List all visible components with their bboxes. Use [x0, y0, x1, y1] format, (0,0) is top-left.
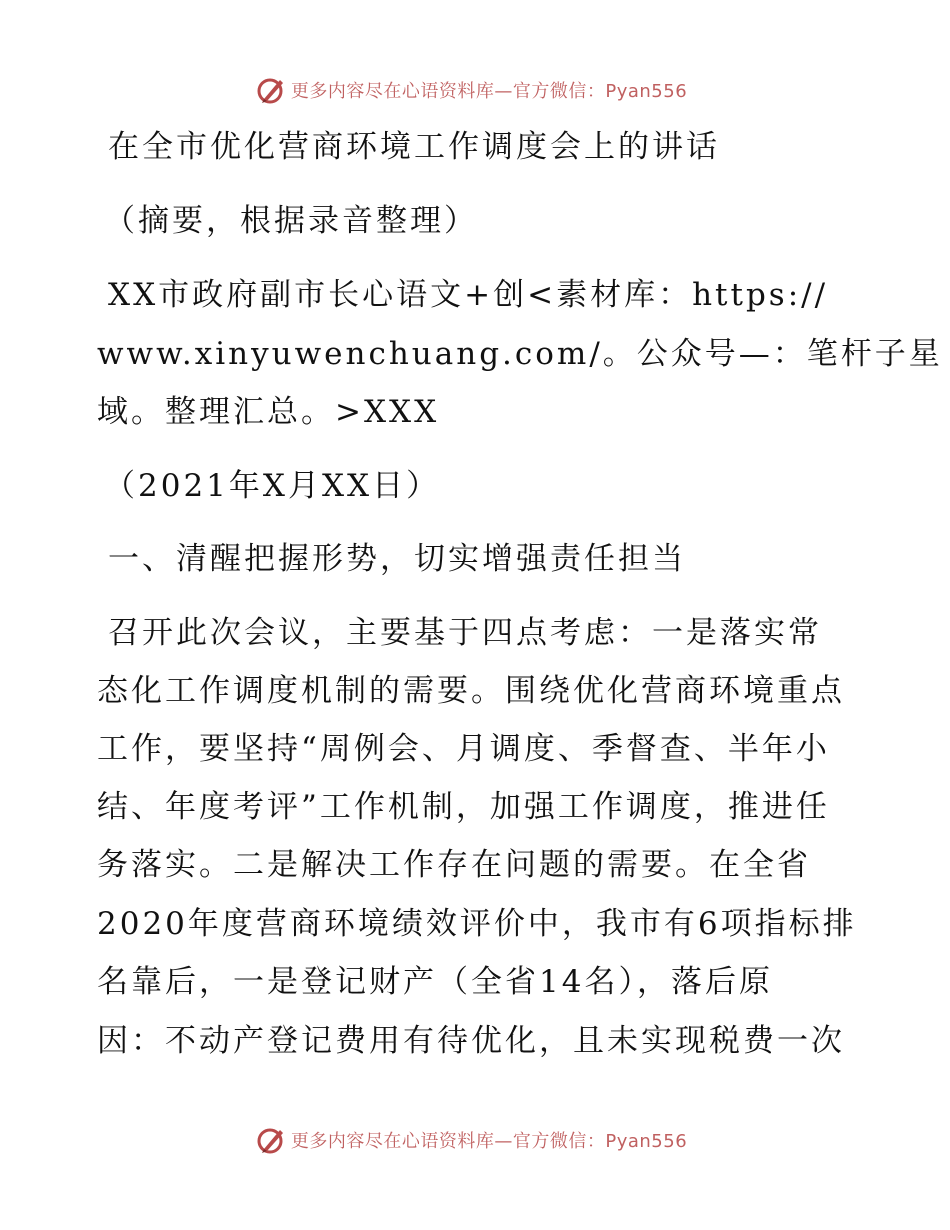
speaker-line: www.xinyuwenchuang.com/。公众号—：笔杆子星 [97, 336, 943, 372]
footer-banner-text: 更多内容尽在心语资料库—官方微信：Pyan556 [290, 1131, 688, 1152]
speaker-line: XX市政府副市长心语文+创<素材库：https:// [108, 277, 829, 313]
body-line: 名靠后，一是登记财产（全省14名），落后原 [97, 964, 773, 1000]
header-banner [0, 72, 950, 108]
body-line: 2020年度营商环境绩效评价中，我市有6项指标排 [97, 906, 857, 942]
body-line: 务落实。二是解决工作存在问题的需要。在全省 [97, 847, 811, 883]
section-heading: 一、清醒把握形势，切实增强责任担当 [108, 541, 686, 577]
red-pen-seal-icon [255, 1124, 287, 1156]
red-pen-seal-icon [255, 74, 287, 106]
speaker-line: 域。整理汇总。>XXX [97, 394, 440, 430]
document-title: 在全市优化营商环境工作调度会上的讲话 [108, 129, 720, 165]
header-banner-text: 更多内容尽在心语资料库—官方微信：Pyan556 [290, 81, 688, 102]
body-line: 态化工作调度机制的需要。围绕优化营商环境重点 [97, 673, 845, 709]
body-line: 结、年度考评”工作机制，加强工作调度，推进任 [97, 789, 830, 825]
body-line: 因：不动产登记费用有待优化，且未实现税费一次 [97, 1023, 845, 1059]
footer-banner [0, 1122, 950, 1158]
body-line: 工作，要坚持“周例会、月调度、季督查、半年小 [97, 731, 830, 767]
speech-date: （2021年X月XX日） [104, 468, 441, 504]
body-line: 召开此次会议，主要基于四点考虑：一是落实常 [108, 615, 822, 651]
document-subtitle: （摘要，根据录音整理） [104, 203, 478, 239]
